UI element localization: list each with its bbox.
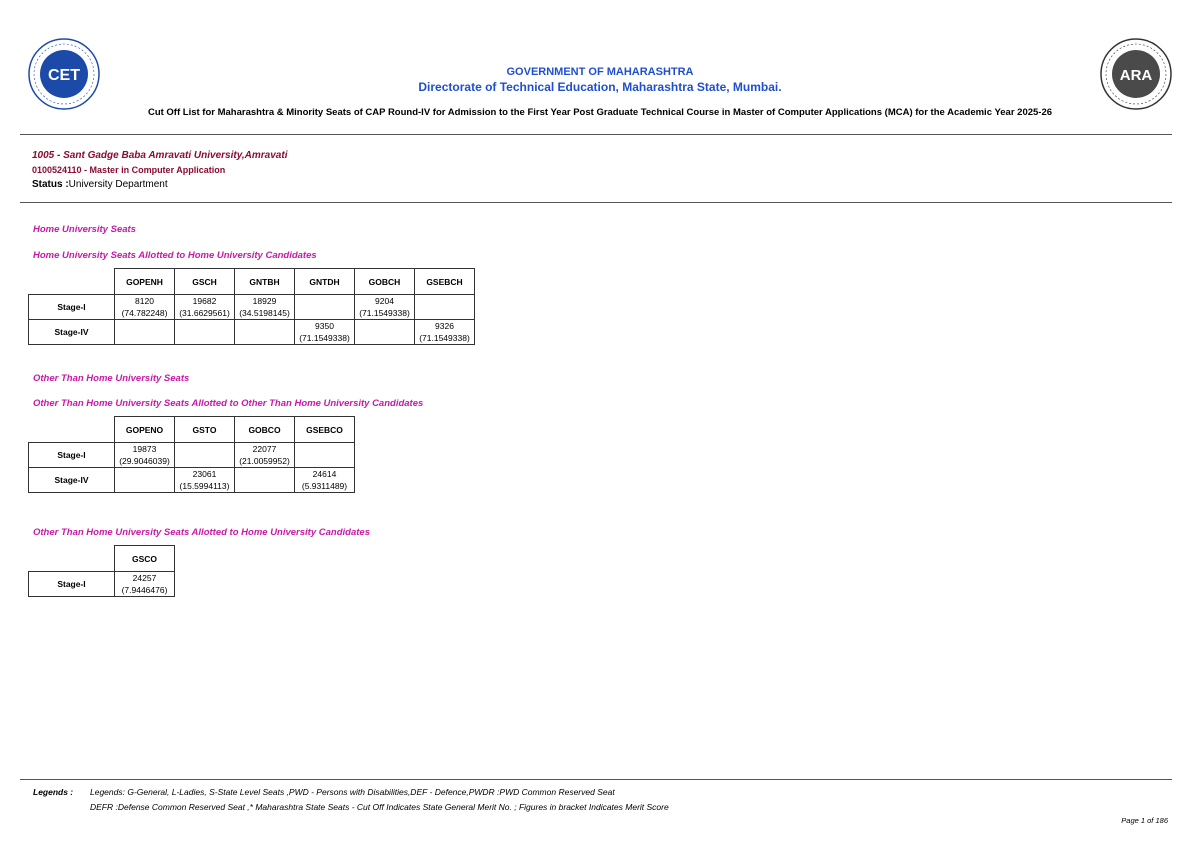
institute-divider: [20, 202, 1172, 203]
merit-rank: 19873: [132, 444, 157, 454]
cutoff-cell: [115, 295, 175, 320]
cutoff-cell: [175, 468, 235, 493]
cutoff-table-other-home: [28, 545, 175, 597]
cutoff-cell: [175, 443, 235, 468]
category-header: GNTBH: [235, 269, 295, 295]
ara-logo-text: ARA: [1119, 67, 1153, 84]
table-header-row: [29, 417, 355, 443]
stage-label: Stage-I: [29, 572, 115, 597]
cutoff-cell: [235, 320, 295, 345]
merit-score: (29.9046039): [119, 456, 170, 466]
cutoff-cell: [415, 320, 475, 345]
cutoff-cell: [115, 468, 175, 493]
section-other-to-other: Other Than Home University Seats Allotted to Other Than Home University Candidates: [33, 398, 424, 409]
stage-label: Stage-I: [29, 295, 115, 320]
category-header: GSEBCO: [295, 417, 355, 443]
merit-rank: 9204: [375, 296, 394, 306]
merit-score: (7.9446476): [121, 585, 168, 595]
cutoff-cell: [175, 320, 235, 345]
section-home-seats: Home University Seats: [33, 224, 136, 235]
cutoff-cell: [115, 572, 175, 597]
cutoff-cell: [295, 295, 355, 320]
merit-score: (71.1549338): [419, 333, 470, 343]
legends-label: Legends :: [33, 787, 74, 797]
cutoff-cell: [355, 320, 415, 345]
cutoff-cell: [355, 295, 415, 320]
table-corner: [29, 417, 115, 443]
status-value: University Department: [68, 179, 168, 190]
cutoff-table-other: [28, 416, 355, 493]
cutoff-cell: [415, 295, 475, 320]
category-header: GSCH: [175, 269, 235, 295]
merit-rank: 24614: [312, 469, 337, 479]
table-header-row: [29, 546, 175, 572]
category-header: GSTO: [175, 417, 235, 443]
cutoff-cell: [295, 320, 355, 345]
table-row: [29, 320, 475, 345]
merit-rank: 22077: [252, 444, 277, 454]
merit-score: (71.1549338): [359, 308, 410, 318]
category-header: GNTDH: [295, 269, 355, 295]
document-title: Cut Off List for Maharashtra & Minority Seats of CAP Round-IV for Admission to the First Year Post Graduate Technical Course in Master of Computer Applications (MCA) for the Academic Year 2025-26: [147, 107, 1053, 118]
table-row: [29, 572, 175, 597]
section-other-to-home: Other Than Home University Seats Allotted to Home University Candidates: [33, 527, 370, 538]
category-header: GOPENO: [115, 417, 175, 443]
table-row: [29, 468, 355, 493]
category-header: GSEBCH: [415, 269, 475, 295]
section-home-to-home: Home University Seats Allotted to Home University Candidates: [33, 250, 317, 261]
status-label: Status :: [32, 179, 69, 190]
page-number: Page 1 of 186: [1121, 816, 1168, 825]
table-corner: [29, 546, 115, 572]
header-divider: [20, 134, 1172, 135]
category-header: GOBCH: [355, 269, 415, 295]
merit-score: (5.9311489): [301, 481, 348, 491]
cutoff-cell: [175, 295, 235, 320]
merit-rank: 19682: [192, 296, 217, 306]
merit-score: (34.5198145): [239, 308, 290, 318]
stage-label: Stage-IV: [29, 468, 115, 493]
institute-name: 1005 - Sant Gadge Baba Amravati University,Amravati: [32, 150, 288, 161]
merit-rank: 24257: [132, 573, 157, 583]
merit-score: (15.5994113): [179, 481, 230, 491]
legends-line-1: Legends: G-General, L-Ladies, S-State Level Seats ,PWD - Persons with Disabilities,DEF - Defence,PWDR :PWD Common Reserved Seat: [90, 787, 615, 797]
directorate-heading: Directorate of Technical Education, Maharashtra State, Mumbai.: [418, 80, 782, 94]
merit-score: (74.782248): [121, 308, 168, 318]
course-name: 0100524110 - Master in Computer Application: [32, 165, 226, 175]
cutoff-cell: [295, 468, 355, 493]
category-header: GSCO: [115, 546, 175, 572]
cutoff-table-home: [28, 268, 475, 345]
stage-label: Stage-I: [29, 443, 115, 468]
merit-score: (31.6629561): [179, 308, 230, 318]
merit-rank: 18929: [252, 296, 277, 306]
government-heading: GOVERNMENT OF MAHARASHTRA: [506, 66, 694, 78]
table-row: [29, 295, 475, 320]
footer-divider: [20, 779, 1172, 780]
category-header: GOBCO: [235, 417, 295, 443]
cutoff-cell: [235, 468, 295, 493]
merit-rank: 23061: [192, 469, 217, 479]
table-header-row: [29, 269, 475, 295]
merit-rank: 9350: [315, 321, 334, 331]
stage-label: Stage-IV: [29, 320, 115, 345]
merit-score: (21.0059952): [239, 456, 290, 466]
cutoff-cell: [115, 443, 175, 468]
cet-logo-text: CET: [48, 67, 80, 84]
institute-status: [32, 179, 168, 190]
merit-rank: 9326: [435, 321, 454, 331]
cutoff-cell: [235, 443, 295, 468]
section-other-seats: Other Than Home University Seats: [33, 373, 190, 384]
merit-rank: 8120: [135, 296, 154, 306]
table-row: [29, 443, 355, 468]
merit-score: (71.1549338): [299, 333, 350, 343]
cutoff-cell: [115, 320, 175, 345]
cutoff-cell: [235, 295, 295, 320]
table-corner: [29, 269, 115, 295]
cutoff-cell: [295, 443, 355, 468]
legends-line-2: DEFR :Defense Common Reserved Seat ,* Maharashtra State Seats - Cut Off Indicates State General Merit No. ; Figures in bracket Indicates Merit Score: [90, 802, 669, 812]
category-header: GOPENH: [115, 269, 175, 295]
